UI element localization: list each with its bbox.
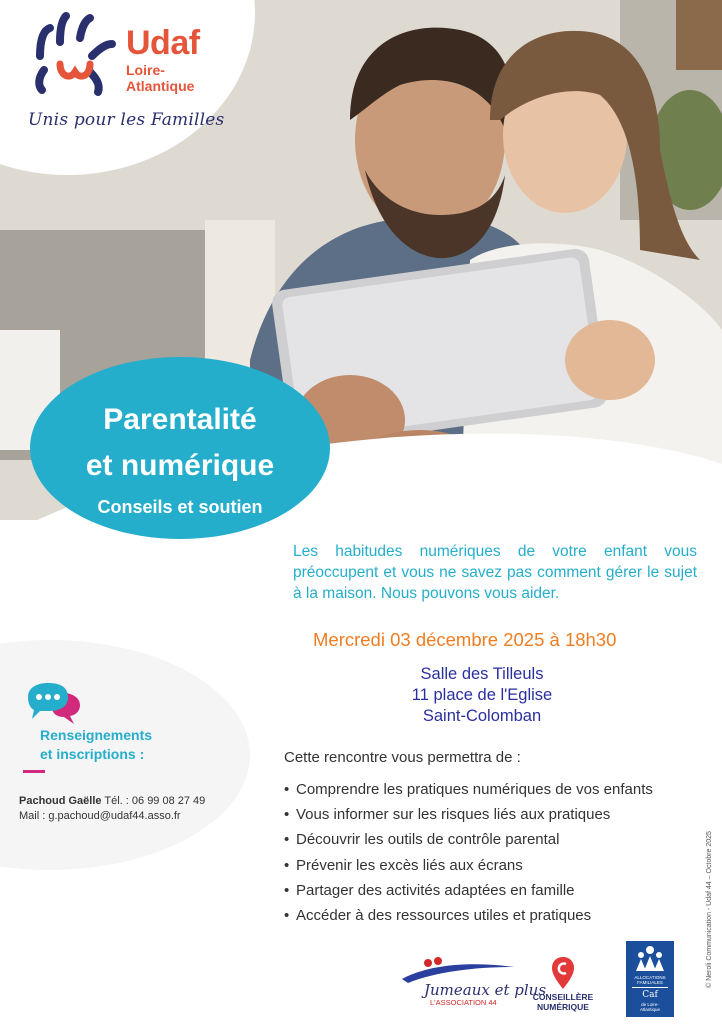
title-subtitle: Conseils et soutien [97,497,263,517]
caf-line-1: ALLOCATIONS [634,975,666,980]
list-item: • Accéder à des ressources utiles et pratiques [284,903,653,928]
contact-mail[interactable]: Mail : g.pachoud@udaf44.asso.fr [19,810,181,822]
intro-paragraph: Les habitudes numériques de votre enfant vous préoccupent et vous ne savez pas comment gérer le sujet à la maison. Nous pouvons vous aider. [293,543,697,602]
title-line-1: Parentalité [103,403,257,436]
event-venue-block [382,664,582,727]
contact-heading [40,726,210,764]
conseillere-label [528,992,598,1012]
brand-region: Loire-Atlantique [126,62,195,94]
list-item: • Découvrir les outils de contrôle parental [284,827,653,852]
list-item: • Prévenir les excès liés aux écrans [284,853,653,878]
contact-name: Pachoud Gaëlle [19,795,102,807]
conseillere-line-1: CONSEILLÈRE [532,992,594,1002]
udaf-logo-icon [30,8,120,98]
contact-person-line [19,795,205,807]
partner-logo-caf [626,941,674,1017]
list-item: • Partager des activités adaptées en famille [284,878,653,903]
conseillere-line-2: NUMÉRIQUE [537,1002,589,1012]
brand-tagline: Unis pour les Familles [28,110,225,130]
program-intro: Cette rencontre vous permettra de : [284,749,521,766]
title-line-2: et numérique [85,449,275,482]
list-item: • Comprendre les pratiques numériques de vos enfants [284,777,653,802]
contact-heading-line-2: et inscriptions : [40,746,145,762]
event-venue: Salle des Tilleuls [420,665,544,683]
caf-emblem-icon [626,941,674,975]
title-bubble [30,357,330,539]
chat-bubbles-icon [24,679,84,727]
location-pin-icon [528,955,598,991]
event-date: Mercredi 03 décembre 2025 à 18h30 [313,629,617,650]
event-address: 11 place de l'Eglise [411,686,553,704]
caf-line-3: de Loire- [641,1002,659,1007]
partner-logo-conseillere [528,955,598,1015]
contact-divider [23,770,45,773]
credit-line: © Neroli Communication - Udaf 44 – Octobre 2025 [706,831,713,988]
caf-text-top [626,975,674,985]
contact-phone[interactable]: Tél. : 06 99 08 27 49 [104,795,206,807]
caf-line-4: Atlantique [639,1007,660,1012]
caf-divider [632,987,668,988]
list-item: • Vous informer sur les risques liés aux pratiques [284,802,653,827]
caf-name: Caf [642,990,658,1000]
caf-text-bottom [626,1002,674,1012]
partner-logo-jumeaux [398,955,547,1011]
caf-line-2: FAMILIALES [637,980,663,985]
event-city: Saint-Colomban [422,707,542,725]
brand-name: Udaf [126,24,200,62]
program-list [284,777,653,928]
contact-heading-line-1: Renseignements [40,727,153,743]
jumeaux-sub: L'ASSOCIATION 44 [430,998,497,1007]
jumeaux-name: Jumeaux et plus [424,981,547,999]
